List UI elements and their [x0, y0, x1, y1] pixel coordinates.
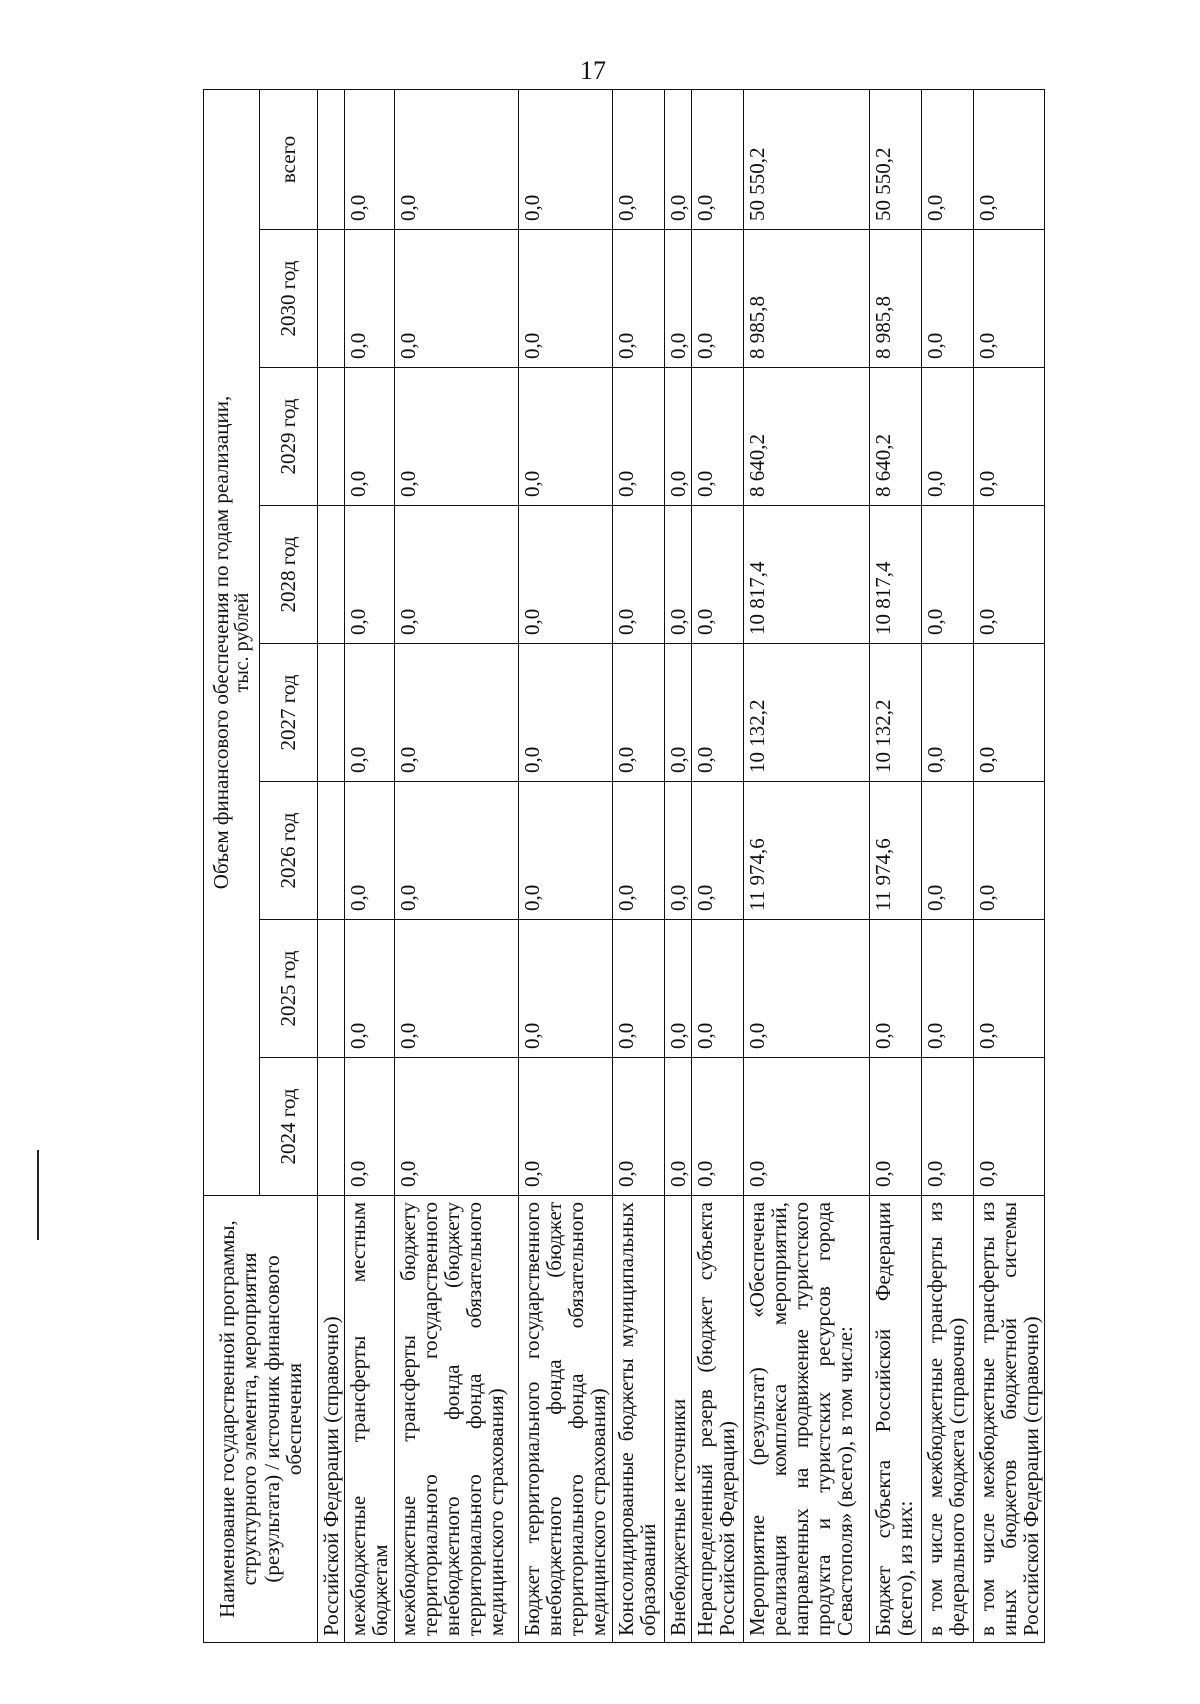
row-value: 0,0 — [974, 368, 1045, 506]
row-value: 10 817,4 — [870, 506, 922, 644]
row-value: 0,0 — [744, 1058, 870, 1196]
units-text: тыс. рублей — [231, 592, 254, 693]
table-row — [665, 89, 692, 1642]
row-value — [318, 782, 345, 920]
row-value: 0,0 — [744, 920, 870, 1058]
row-name: Нераспределенный резерв (бюджет субъекта Российской Федерации) — [692, 1196, 744, 1643]
table-row — [870, 89, 922, 1642]
row-value: 0,0 — [692, 506, 744, 644]
row-value: 0,0 — [870, 920, 922, 1058]
row-value: 0,0 — [345, 782, 395, 920]
group-header-text: Объем финансового обеспечения по годам реализации, — [208, 395, 233, 890]
row-name: Консолидированные бюджеты муниципальных образований — [613, 1196, 665, 1643]
row-name: Российской Федерации (справочно) — [318, 1196, 345, 1643]
row-value: 0,0 — [519, 920, 613, 1058]
row-name: Внебюджетные источники — [665, 1196, 692, 1643]
table-row — [922, 89, 974, 1642]
table-row — [519, 89, 613, 1642]
row-value: 0,0 — [974, 506, 1045, 644]
row-value: 50 550,2 — [870, 89, 922, 229]
year-header: 2030 год — [260, 230, 318, 368]
row-value: 0,0 — [519, 1058, 613, 1196]
row-value: 0,0 — [345, 89, 395, 229]
row-value: 8 640,2 — [744, 368, 870, 506]
row-value: 0,0 — [665, 920, 692, 1058]
row-value: 0,0 — [692, 1058, 744, 1196]
row-value: 8 640,2 — [870, 368, 922, 506]
row-value: 0,0 — [692, 89, 744, 229]
row-value: 0,0 — [974, 644, 1045, 782]
year-header: 2026 год — [260, 782, 318, 920]
column-header-group — [204, 89, 260, 1195]
table-row — [395, 89, 519, 1642]
row-value — [318, 1058, 345, 1196]
row-value: 0,0 — [519, 782, 613, 920]
row-value: 10 132,2 — [744, 644, 870, 782]
row-value: 0,0 — [922, 89, 974, 229]
table-row — [974, 89, 1045, 1642]
row-value: 0,0 — [665, 230, 692, 368]
row-value: 0,0 — [665, 368, 692, 506]
row-value: 0,0 — [395, 89, 519, 229]
table-body — [318, 89, 1045, 1642]
row-value: 0,0 — [345, 1058, 395, 1196]
total-header: всего — [260, 89, 318, 229]
row-value: 0,0 — [692, 230, 744, 368]
table-row — [692, 89, 744, 1642]
column-header-name-text: Наименование государственной программы, структурного элемента, мероприятия (результата) / источник финансового обеспечения — [215, 1220, 306, 1618]
row-value: 0,0 — [519, 368, 613, 506]
row-value: 11 974,6 — [870, 782, 922, 920]
rotated-table-container — [203, 90, 1044, 1643]
row-value: 0,0 — [665, 89, 692, 229]
row-value: 0,0 — [345, 368, 395, 506]
row-value: 0,0 — [613, 230, 665, 368]
row-value: 0,0 — [345, 644, 395, 782]
row-value: 0,0 — [870, 1058, 922, 1196]
row-value: 0,0 — [519, 230, 613, 368]
row-value: 0,0 — [692, 644, 744, 782]
row-name: Мероприятие (результат) «Обеспечена реализация комплекса мероприятий, направленных на продвижение туристского продукта и туристских ресурсов города Севастополя» (всего), в том числе: — [744, 1196, 870, 1643]
row-value: 11 974,6 — [744, 782, 870, 920]
row-value: 0,0 — [519, 89, 613, 229]
margin-mark — [37, 1150, 39, 1240]
row-value: 0,0 — [922, 506, 974, 644]
row-value: 0,0 — [613, 644, 665, 782]
table-row — [318, 89, 345, 1642]
row-value: 0,0 — [395, 920, 519, 1058]
row-value — [318, 920, 345, 1058]
financing-table-frame — [203, 90, 1044, 1643]
row-value: 0,0 — [692, 368, 744, 506]
year-header: 2025 год — [260, 920, 318, 1058]
page-number: 17 — [580, 56, 606, 85]
row-value: 8 985,8 — [744, 230, 870, 368]
year-header: 2024 год — [260, 1058, 318, 1196]
row-value: 0,0 — [613, 782, 665, 920]
row-name: Бюджет территориального государственного внебюджетного фонда (бюджет территориального фонда обязательного медицинского страхования) — [519, 1196, 613, 1643]
row-value: 0,0 — [922, 1058, 974, 1196]
row-name: в том числе межбюджетные трансферты из иных бюджетов бюджетной системы Российской Федерации (справочно) — [974, 1196, 1045, 1643]
row-value: 0,0 — [613, 920, 665, 1058]
row-value: 0,0 — [613, 506, 665, 644]
row-value — [318, 644, 345, 782]
row-value: 0,0 — [613, 89, 665, 229]
row-value: 0,0 — [922, 644, 974, 782]
row-value: 0,0 — [922, 920, 974, 1058]
row-value: 0,0 — [974, 89, 1045, 229]
row-name: в том числе межбюджетные трансферты из федерального бюджета (справочно) — [922, 1196, 974, 1643]
row-value: 0,0 — [692, 782, 744, 920]
row-value: 50 550,2 — [744, 89, 870, 229]
table-row — [613, 89, 665, 1642]
row-value: 0,0 — [922, 368, 974, 506]
row-value: 10 817,4 — [744, 506, 870, 644]
row-value: 0,0 — [974, 920, 1045, 1058]
row-value: 0,0 — [395, 230, 519, 368]
row-value: 0,0 — [974, 782, 1045, 920]
row-value — [318, 230, 345, 368]
row-value: 0,0 — [974, 1058, 1045, 1196]
row-name: Бюджет субъекта Российской Федерации (всего), из них: — [870, 1196, 922, 1643]
row-value: 0,0 — [974, 230, 1045, 368]
row-name: межбюджетные трансферты местным бюджетам — [345, 1196, 395, 1643]
row-value: 8 985,8 — [870, 230, 922, 368]
year-header: 2027 год — [260, 644, 318, 782]
row-value: 10 132,2 — [870, 644, 922, 782]
financing-table — [203, 89, 1045, 1643]
row-value: 0,0 — [922, 230, 974, 368]
row-value: 0,0 — [345, 230, 395, 368]
table-row — [744, 89, 870, 1642]
row-value: 0,0 — [395, 506, 519, 644]
year-header: 2028 год — [260, 506, 318, 644]
table-row — [345, 89, 395, 1642]
row-value: 0,0 — [665, 782, 692, 920]
row-value: 0,0 — [395, 644, 519, 782]
row-value: 0,0 — [519, 506, 613, 644]
row-value: 0,0 — [345, 506, 395, 644]
row-value: 0,0 — [395, 368, 519, 506]
row-name: межбюджетные трансферты бюджету территориального государственного внебюджетного фонда (бюджету территориального фонда обязательного медицинского страхования) — [395, 1196, 519, 1643]
row-value: 0,0 — [665, 644, 692, 782]
row-value: 0,0 — [665, 506, 692, 644]
row-value: 0,0 — [665, 1058, 692, 1196]
column-header-name — [204, 1196, 318, 1643]
row-value — [318, 506, 345, 644]
row-value: 0,0 — [395, 782, 519, 920]
row-value — [318, 368, 345, 506]
year-header: 2029 год — [260, 368, 318, 506]
row-value: 0,0 — [345, 920, 395, 1058]
row-value: 0,0 — [395, 1058, 519, 1196]
row-value: 0,0 — [613, 1058, 665, 1196]
row-value: 0,0 — [692, 920, 744, 1058]
row-value — [318, 89, 345, 229]
row-value: 0,0 — [922, 782, 974, 920]
row-value: 0,0 — [613, 368, 665, 506]
row-value: 0,0 — [519, 644, 613, 782]
